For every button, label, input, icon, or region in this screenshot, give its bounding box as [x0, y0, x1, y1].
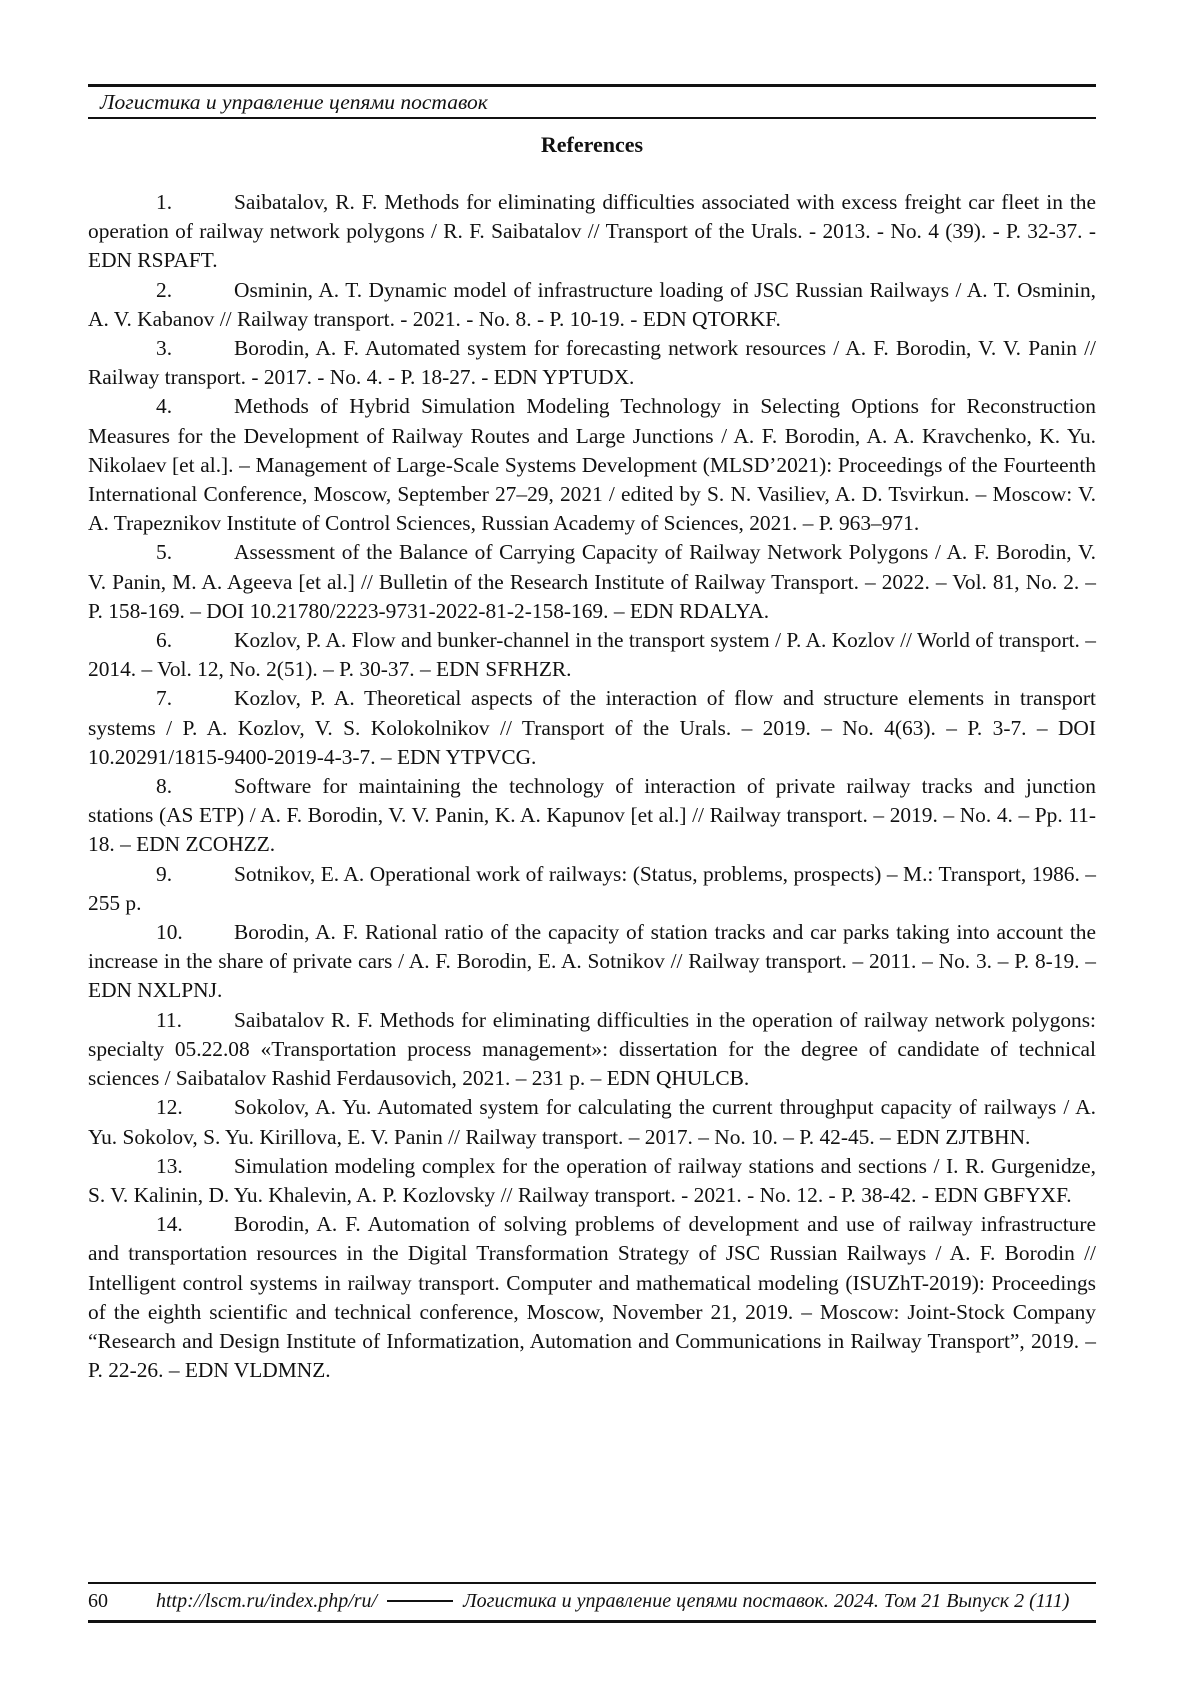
reference-number: 12. — [156, 1095, 183, 1120]
reference-text: Saibatalov R. F. Methods for eliminating difficulties in the operation of railway network polygons: specialty 05.22.08 «Transportation process management»: dissertation for the degree of candidate of technical sciences / Saibatalov Rashid Ferdausovich, 2021. – 231 p. – EDN QHULCB. — [88, 1007, 1096, 1091]
header-bottom-rule — [88, 117, 1096, 119]
footer-top-rule — [88, 1582, 1096, 1584]
reference-text: Kozlov, P. A. Flow and bunker-channel in the transport system / P. A. Kozlov // World of transport. – 2014. – Vol. 12, No. 2(51). – P. 30-37. – EDN SFRHZR. — [88, 628, 1096, 682]
page-footer — [88, 1588, 1096, 1614]
reference-text: Borodin, A. F. Rational ratio of the capacity of station tracks and car parks taking into account the increase in the share of private cars / A. F. Borodin, E. A. Sotnikov // Railway transport. – 2011. – No. 3. – P. 8-19. – EDN NXLPNJ. — [88, 920, 1096, 1003]
reference-number: 14. — [156, 1212, 183, 1237]
reference-item — [88, 392, 1096, 538]
reference-item — [88, 772, 1096, 860]
reference-number: 9. — [156, 861, 173, 886]
footer-bottom-rule — [88, 1620, 1096, 1623]
reference-text: Borodin, A. F. Automated system for forecasting network resources / A. F. Borodin, V. V. Panin // Railway transport. - 2017. - No. 4. - P. 18-27. - EDN YPTUDX. — [88, 336, 1096, 390]
reference-text: Software for maintaining the technology of interaction of private railway tracks and junction stations (AS ETP) / A. F. Borodin, V. V. Panin, K. A. Kapunov [et al.] // Railway transport. – 2019. – No. 4. – Pp. 11-18. – EDN ZCOHZZ. — [88, 774, 1096, 857]
reference-item — [88, 538, 1096, 626]
reference-number: 7. — [156, 686, 173, 711]
reference-number: 8. — [156, 774, 173, 799]
reference-text: Methods of Hybrid Simulation Modeling Technology in Selecting Options for Reconstruction Measures for the Development of Railway Routes and Large Junctions / A. F. Borodin, A. A. Kravchenko, K. Yu. Nikolaev [et al.]. – Management of Large-Scale Systems Development (MLSD’2021): Proceedings of the Fourteenth International Conference, Moscow, September 27–29, 2021 / edited by S. N. Vasiliev, A. D. Tsvirkun. – Moscow: V. A. Trapeznikov Institute of Control Sciences, Russian Academy of Sciences, 2021. – P. 963–971. — [88, 394, 1096, 536]
reference-text: Kozlov, P. A. Theoretical aspects of the interaction of flow and structure elements in transport systems / P. A. Kozlov, V. S. Kolokolnikov // Transport of the Urals. – 2019. – No. 4(63). – P. 3-7. – DOI 10.20291/1815-9400-2019-4-3-7. – EDN YTPVCG. — [88, 686, 1096, 769]
reference-number: 11. — [156, 1007, 182, 1032]
reference-item — [88, 1093, 1096, 1151]
reference-item — [88, 1152, 1096, 1210]
reference-text: Sotnikov, E. A. Operational work of railways: (Status, problems, prospects) – M.: Transport, 1986. – 255 p. — [88, 861, 1096, 915]
reference-list — [88, 188, 1096, 1385]
journal-url[interactable]: http://lscm.ru/index.php/ru/ — [156, 1590, 378, 1612]
section-title: References — [540, 132, 644, 157]
reference-number: 5. — [156, 540, 173, 565]
page-number: 60 — [88, 1590, 108, 1612]
reference-item — [88, 918, 1096, 1006]
reference-item — [88, 684, 1096, 772]
journal-citation: Логистика и управление цепями поставок. 2024. Том 21 Выпуск 2 (111) — [463, 1590, 1070, 1612]
reference-text: Assessment of the Balance of Carrying Capacity of Railway Network Polygons / A. F. Borodin, V. V. Panin, M. A. Ageeva [et al.] // Bulletin of the Research Institute of Railway Transport. – 2022. – Vol. 81, No. 2. – P. 158-169. – DOI 10.21780/2223-9731-2022-81-2-158-169. – EDN RDALYA. — [88, 540, 1096, 623]
reference-text: Sokolov, A. Yu. Automated system for calculating the current throughput capacity of railways / A. Yu. Sokolov, S. Yu. Kirillova, E. V. Panin // Railway transport. – 2017. – No. 10. – P. 42-45. – EDN ZJTBHN. — [88, 1095, 1096, 1149]
running-head: Логистика и управление цепями поставок — [100, 90, 488, 114]
reference-item — [88, 626, 1096, 684]
reference-number: 3. — [156, 336, 173, 361]
reference-number: 13. — [156, 1153, 183, 1178]
reference-number: 6. — [156, 628, 173, 653]
reference-number: 2. — [156, 277, 173, 302]
reference-text: Saibatalov, R. F. Methods for eliminating difficulties associated with excess freight car fleet in the operation of railway network polygons / R. F. Saibatalov // Transport of the Urals. - 2013. - No. 4 (39). - P. 32-37. - EDN RSPAFT. — [88, 190, 1096, 273]
footer-separator-line — [387, 1600, 453, 1602]
reference-number: 1. — [156, 190, 173, 214]
reference-number: 4. — [156, 394, 173, 419]
reference-item — [88, 276, 1096, 334]
reference-item — [88, 334, 1096, 392]
reference-number: 10. — [156, 920, 183, 945]
header-top-rule — [88, 84, 1096, 87]
reference-item — [88, 860, 1096, 918]
reference-item — [88, 188, 1096, 276]
reference-text: Osminin, A. T. Dynamic model of infrastructure loading of JSC Russian Railways / A. T. Osminin, A. V. Kabanov // Railway transport. - 2021. - No. 8. - P. 10-19. - EDN QTORKF. — [88, 277, 1096, 331]
reference-text: Borodin, A. F. Automation of solving problems of development and use of railway infrastructure and transportation resources in the Digital Transformation Strategy of JSC Russian Railways / A. F. Borodin // Intelligent control systems in railway transport. Computer and mathematical modeling (ISUZhT-2019): Proceedings of the eighth scientific and technical conference, Moscow, November 21, 2019. – Moscow: Joint-Stock Company “Research and Design Institute of Informatization, Automation and Communications in Railway Transport”, 2019. – P. 22-26. – EDN VLDMNZ. — [88, 1212, 1096, 1383]
reference-text: Simulation modeling complex for the operation of railway stations and sections / I. R. Gurgenidze, S. V. Kalinin, D. Yu. Khalevin, A. P. Kozlovsky // Railway transport. - 2021. - No. 12. - P. 38-42. - EDN GBFYXF. — [88, 1153, 1096, 1207]
reference-item — [88, 1210, 1096, 1385]
reference-item — [88, 1006, 1096, 1094]
